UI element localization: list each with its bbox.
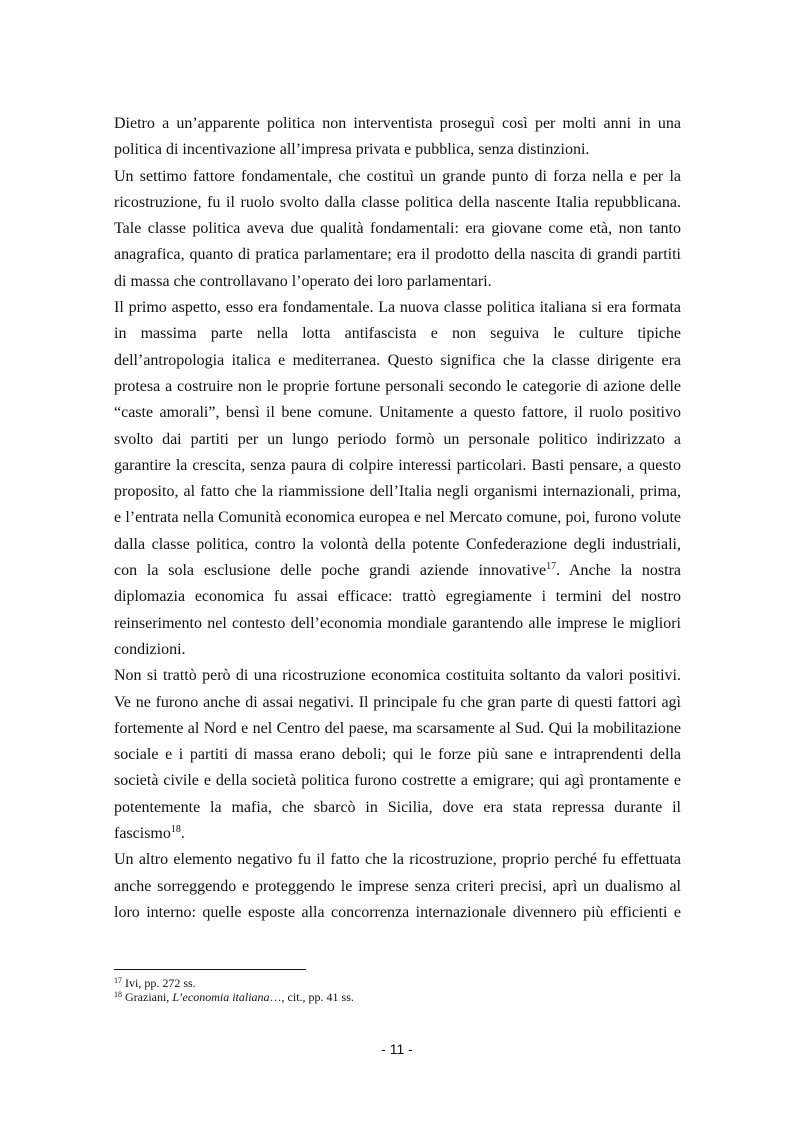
text-line: potentemente la mafia, che sbarcò in Sicilia, dove era stata repressa durante il [114,798,681,816]
text-line: sociale e i partiti di massa erano deboli; qui le forze più sane e intraprendenti della [114,746,681,764]
text-line: con la sola esclusione delle poche grandi aziende innovative$^{17}$. Anche la nostra [114,561,681,580]
text-line: Un altro elemento negativo fu il fatto che la ricostruzione, proprio perché fu effettuata [114,851,681,869]
footnotes [114,976,681,1004]
text-line: garantire la crescita, senza paura di colpire interessi particolari. Basti pensare, a questo [114,456,681,474]
footnote-number: 17 [114,976,122,985]
text-line: dalla classe politica, contro la volontà della potente Confederazione degli industriali, [114,535,681,553]
text-line: politica di incentivazione all’impresa privata e pubblica, senza distinzioni. [114,141,590,159]
footnote-reference: 18 [170,824,181,836]
text-line: condizioni. [114,640,186,658]
footnote: $^{18}$ Graziani, L’economia italiana…, cit., pp. 41 ss. [114,990,354,1004]
footnote-number: 18 [114,990,122,999]
text-line: protesa a costruire non le proprie fortune personali secondo le categorie di azione delle [114,377,681,395]
footnote-separator [114,969,306,970]
body-text [114,111,681,926]
text-line: diplomazia economica fu assai efficace: trattò egregiamente i termini del nostro [114,588,681,606]
text-line: e l’entrata nella Comunità economica europea e nel Mercato comune, poi, furono volute [114,509,681,527]
text-line: fascismo$^{18}$. [114,824,185,843]
text-line: anagrafica, quanto di pratica parlamentare; era il prodotto della nascita di grandi partiti [114,246,681,264]
text-line: società civile e della società politica furono costrette a emigrare; qui agì prontamente e [114,772,681,790]
text-line: di massa che controllavano l’operato dei loro parlamentari. [114,272,492,290]
text-line: dell’antropologia italica e mediterranea. Questo significa che la classe dirigente era [114,351,681,369]
text-line: Il primo aspetto, esso era fondamentale. La nuova classe politica italiana si era formata [114,299,681,317]
text-line: Un settimo fattore fondamentale, che costituì un grande punto di forza nella e per la [114,167,681,185]
footnote-reference: 17 [546,561,557,573]
text-line: loro interno: quelle esposte alla concorrenza internazionale divennero più efficienti e [114,903,681,921]
text-line: Dietro a un’apparente politica non interventista proseguì così per molti anni in una [114,115,681,132]
text-line: in massima parte nella lotta antifascista e non seguiva le culture tipiche [114,325,681,343]
page-number: - 11 - [381,1041,413,1057]
text-line: Tale classe politica aveva due qualità fondamentali: era giovane come età, non tanto [114,220,681,238]
text-line: svolto dai partiti per un lungo periodo formò un personale politico indirizzato a [114,430,681,448]
footnote: $^{17}$ Ivi, pp. 272 ss. [114,976,196,990]
text-line: reinserimento nel contesto dell’economia mondiale garantendo alle imprese le migliori [114,614,681,632]
text-line: fortemente al Nord e nel Centro del paese, ma scarsamente al Sud. Qui la mobilitazione [114,719,681,737]
text-line: Ve ne furono anche di assai negativi. Il principale fu che gran parte di questi fattori agì [114,693,681,711]
text-line: “caste amorali”, bensì il bene comune. Unitamente a questo fattore, il ruolo positivo [114,404,681,422]
text-line: anche sorreggendo e proteggendo le imprese senza criteri precisi, aprì un dualismo al [114,877,681,895]
text-line: proposito, al fatto che la riammissione dell’Italia negli organismi internazionali, prima, [114,483,681,501]
text-line: ricostruzione, fu il ruolo svolto dalla classe politica della nascente Italia repubblicana. [114,193,681,211]
text-line: Non si trattò però di una ricostruzione economica costituita soltanto da valori positivi. [114,667,681,685]
